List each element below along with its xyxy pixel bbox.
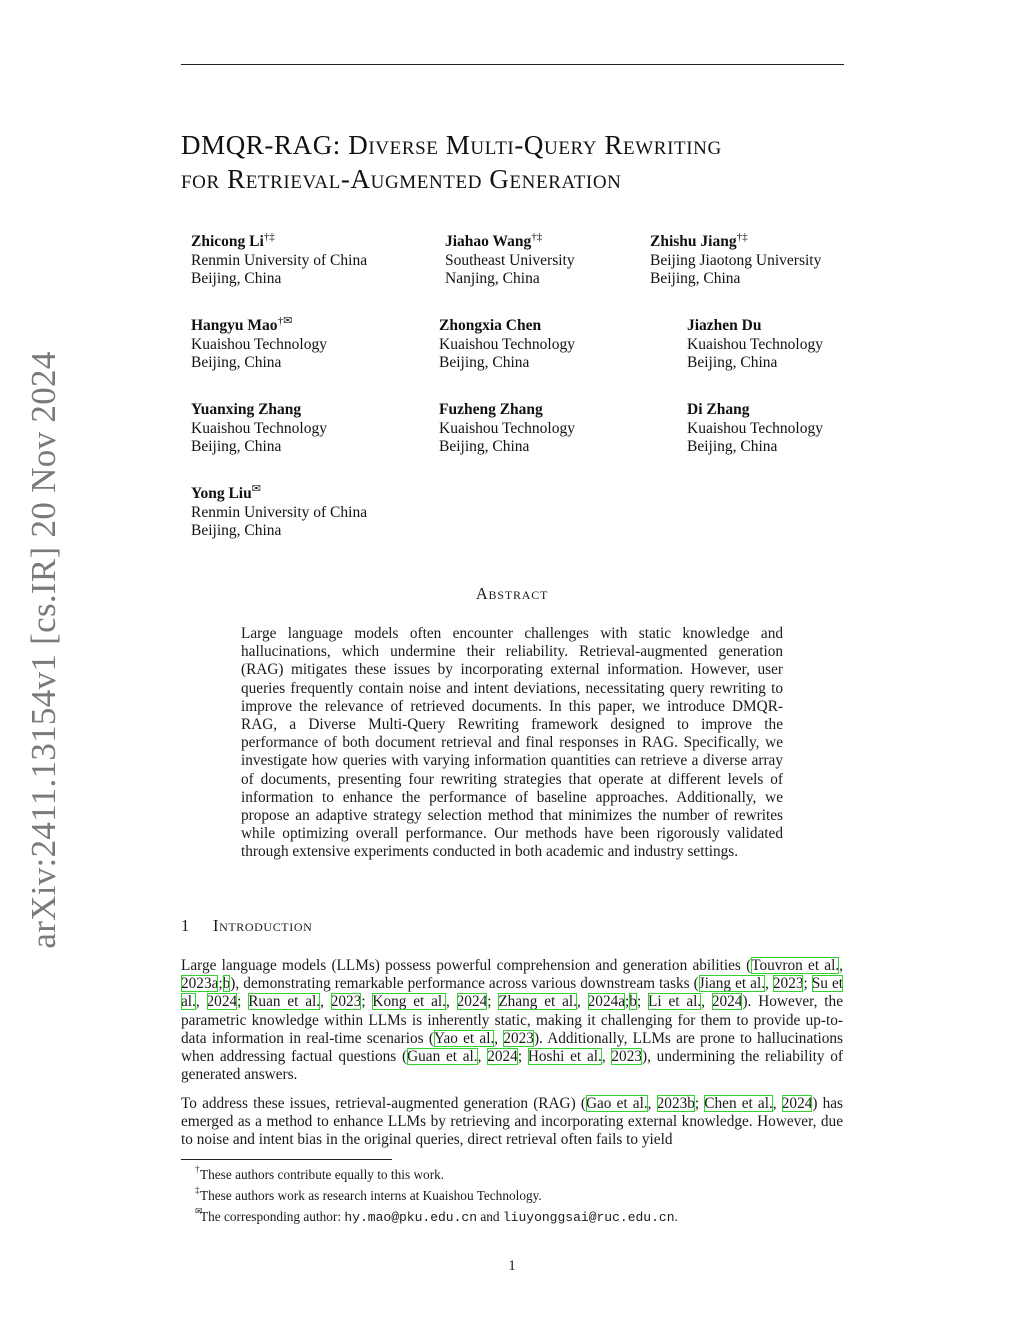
- citation-link[interactable]: 2023: [503, 1029, 534, 1047]
- author-block: [191, 228, 367, 289]
- author-location: Beijing, China: [191, 522, 282, 539]
- author-location: Beijing, China: [687, 438, 778, 455]
- title-line-2: for Retrieval-Augmented Generation: [181, 164, 622, 194]
- author-name: Zhongxia Chen: [439, 317, 542, 334]
- author-affiliation: Kuaishou Technology: [687, 419, 823, 437]
- citation-link[interactable]: Guan et al.: [407, 1048, 478, 1066]
- citation-link[interactable]: Kong et al.: [372, 993, 446, 1011]
- text-run: ,: [601, 1048, 612, 1066]
- citation-link[interactable]: Jiang et al.: [698, 975, 766, 993]
- author-block: [687, 312, 823, 373]
- citation-link[interactable]: 2024: [456, 993, 488, 1011]
- text-run: ;: [237, 993, 249, 1011]
- intro-paragraph-1: [181, 957, 843, 1084]
- author-block: [191, 480, 367, 541]
- author-affiliation: Kuaishou Technology: [439, 419, 575, 437]
- author-location: Beijing, China: [439, 354, 530, 371]
- citation-link[interactable]: 2024: [206, 993, 238, 1011]
- citation-link[interactable]: 2023: [330, 993, 362, 1011]
- author-name: Hangyu Mao: [191, 317, 278, 334]
- author-affiliation: Southeast University: [445, 251, 575, 269]
- text-run: ;: [625, 993, 630, 1011]
- envelope-icon: ✉: [195, 1206, 203, 1216]
- arxiv-side-stamp: arXiv:2411.13154v1 [cs.IR] 20 Nov 2024: [24, 351, 63, 949]
- author-block: [191, 312, 327, 373]
- author-block: [191, 396, 327, 457]
- citation-link[interactable]: 2024a: [587, 993, 626, 1011]
- text-run: ,: [445, 993, 457, 1011]
- paper-title: [181, 128, 861, 196]
- email-link[interactable]: liuyonggsai@ruc.edu.cn: [502, 1210, 675, 1225]
- author-name: Zhicong Li: [191, 233, 264, 250]
- author-affiliation: Renmin University of China: [191, 251, 368, 269]
- text-run: ,: [494, 1029, 504, 1047]
- author-name: Fuzheng Zhang: [439, 401, 543, 418]
- text-run: ,: [701, 993, 712, 1011]
- section-title: Introduction: [213, 916, 313, 935]
- citation-link[interactable]: 2023: [611, 1048, 642, 1066]
- text-run: ) has emerged as a method to enhance LLMs by retrieving and incorporating external knowledge. However, due to noise and intent bias in the original queries, direct retrieval often fails to yield: [181, 1095, 844, 1149]
- author-block: [439, 312, 575, 373]
- text-run: ;: [636, 993, 649, 1011]
- footnote-2: [195, 1185, 542, 1204]
- author-marks: †✉: [277, 315, 293, 327]
- abstract-text: Large language models often encounter challenges with static knowledge and hallucinations, which undermine their reliability. Retrieval-augmented generation (RAG) mitigates these issues by incorporating external information. However, user queries frequently contain noise and intent deviations, necessitating query rewriting to improve the relevance of retrieved documents. In this paper, we introduce DMQR-RAG, a Diverse Multi-Query Rewriting framework designed to improve the performance of both document retrieval and final responses in RAG. Specifically, we investigate how queries with varying information quantities can retrieve a diverse array of documents, presenting four rewriting strategies that operate at different levels of information to enhance the performance of baseline approaches. Additionally, we propose an adaptive strategy selection method that minimizes the number of rewrites while optimizing overall performance. Our methods have been rigorously validated through extensive experiments conducted in both academic and industry settings.: [241, 625, 783, 861]
- title-line-1: DMQR-RAG: Diverse Multi-Query Rewriting: [181, 130, 722, 160]
- citation-link[interactable]: Li et al.: [648, 993, 702, 1011]
- top-rule: [181, 64, 844, 65]
- intro-paragraph-2: [181, 1095, 843, 1150]
- citation-link[interactable]: Gao et al.: [585, 1095, 648, 1112]
- author-marks: ✉: [251, 483, 261, 495]
- author-location: Beijing, China: [191, 438, 282, 455]
- text-run: ;: [487, 993, 499, 1011]
- text-run: ,: [477, 1048, 488, 1066]
- citation-link[interactable]: Su et al.: [181, 975, 843, 1011]
- author-block: [650, 228, 821, 289]
- citation-link[interactable]: 2024: [711, 993, 743, 1011]
- footnote-text: These authors contribute equally to this work.: [200, 1167, 445, 1182]
- citation-link[interactable]: 2024: [487, 1048, 518, 1066]
- text-run: To address these issues, retrieval-augmented generation (RAG) (: [181, 1095, 586, 1112]
- author-block: [687, 396, 823, 457]
- text-run: ,: [839, 957, 843, 974]
- author-name: Jiahao Wang: [445, 233, 532, 250]
- footnote-mark: ‡: [195, 1185, 200, 1195]
- author-block: [439, 396, 575, 457]
- author-name: Yong Liu: [191, 485, 252, 502]
- author-name: Jiazhen Du: [687, 317, 762, 334]
- footnote-mark: †: [195, 1164, 200, 1174]
- section-heading: [181, 916, 312, 936]
- author-name: Zhishu Jiang: [650, 233, 737, 250]
- text-run: ,: [772, 1095, 782, 1112]
- footnote-3: [195, 1206, 678, 1226]
- author-location: Nanjing, China: [445, 270, 540, 287]
- author-affiliation: Beijing Jiaotong University: [650, 251, 822, 269]
- footnote-text: The corresponding author:: [200, 1209, 345, 1224]
- author-location: Beijing, China: [191, 354, 282, 371]
- author-marks: †‡: [736, 231, 748, 243]
- author-marks: †‡: [263, 231, 275, 243]
- text-run: ,: [576, 993, 588, 1011]
- citation-link[interactable]: 2024: [781, 1095, 813, 1112]
- author-affiliation: Renmin University of China: [191, 503, 368, 521]
- citation-link[interactable]: Touvron et al.: [751, 957, 840, 974]
- text-run: ,: [320, 993, 331, 1011]
- text-run: Large language models (LLMs) possess powerful comprehension and generation abilities (: [181, 957, 752, 974]
- author-affiliation: Kuaishou Technology: [687, 335, 823, 353]
- citation-link[interactable]: Ruan et al.: [248, 993, 321, 1011]
- author-marks: †‡: [531, 231, 543, 243]
- text-run: ), demonstrating remarkable performance across various downstream tasks (: [230, 975, 699, 993]
- author-location: Beijing, China: [191, 270, 282, 287]
- citation-link[interactable]: 2023b: [656, 1095, 695, 1112]
- text-run: ;: [694, 1095, 705, 1112]
- footnote-rule: [181, 1159, 392, 1160]
- citation-link[interactable]: b: [629, 993, 637, 1011]
- citation-link[interactable]: Yao et al.: [433, 1029, 495, 1047]
- author-block: [445, 228, 575, 289]
- citation-link[interactable]: 2023a: [181, 975, 219, 993]
- text-run: ), undermining the reliability of generated answers.: [181, 1048, 844, 1084]
- footnote-1: [195, 1164, 445, 1183]
- text-run: ). However, the parametric knowledge within LLMs is inherently static, making it challenging for them to provide up-to-data information in real-time scenarios (: [181, 993, 843, 1047]
- footnote-text: and: [477, 1209, 503, 1224]
- text-run: ;: [361, 993, 373, 1011]
- text-run: ;: [803, 975, 812, 993]
- citation-link[interactable]: Hoshi et al.: [527, 1048, 602, 1066]
- text-run: ;: [517, 1048, 528, 1066]
- author-affiliation: Kuaishou Technology: [191, 335, 327, 353]
- author-location: Beijing, China: [439, 438, 530, 455]
- footnote-text: These authors work as research interns at Kuaishou Technology.: [200, 1188, 542, 1203]
- author-name: Yuanxing Zhang: [191, 401, 302, 418]
- citation-link[interactable]: b: [222, 975, 231, 993]
- abstract-heading: Abstract: [475, 584, 549, 603]
- author-location: Beijing, China: [687, 354, 778, 371]
- footnote-text: .: [674, 1209, 678, 1224]
- section-number: 1: [181, 916, 190, 935]
- citation-link[interactable]: Zhang et al.: [498, 993, 577, 1011]
- text-run: ;: [218, 975, 223, 993]
- page-number: 1: [508, 1258, 516, 1274]
- citation-link[interactable]: Chen et al.: [704, 1095, 773, 1112]
- email-link[interactable]: hy.mao@pku.edu.cn: [344, 1210, 478, 1225]
- text-run: ,: [765, 975, 773, 993]
- author-location: Beijing, China: [650, 270, 741, 287]
- citation-link[interactable]: 2023: [772, 975, 804, 993]
- text-run: ,: [647, 1095, 657, 1112]
- author-name: Di Zhang: [687, 401, 750, 418]
- author-affiliation: Kuaishou Technology: [439, 335, 575, 353]
- text-run: ). Additionally, LLMs are prone to hallucinations when addressing factual questions (: [181, 1029, 843, 1066]
- author-affiliation: Kuaishou Technology: [191, 419, 327, 437]
- text-run: ,: [195, 993, 207, 1011]
